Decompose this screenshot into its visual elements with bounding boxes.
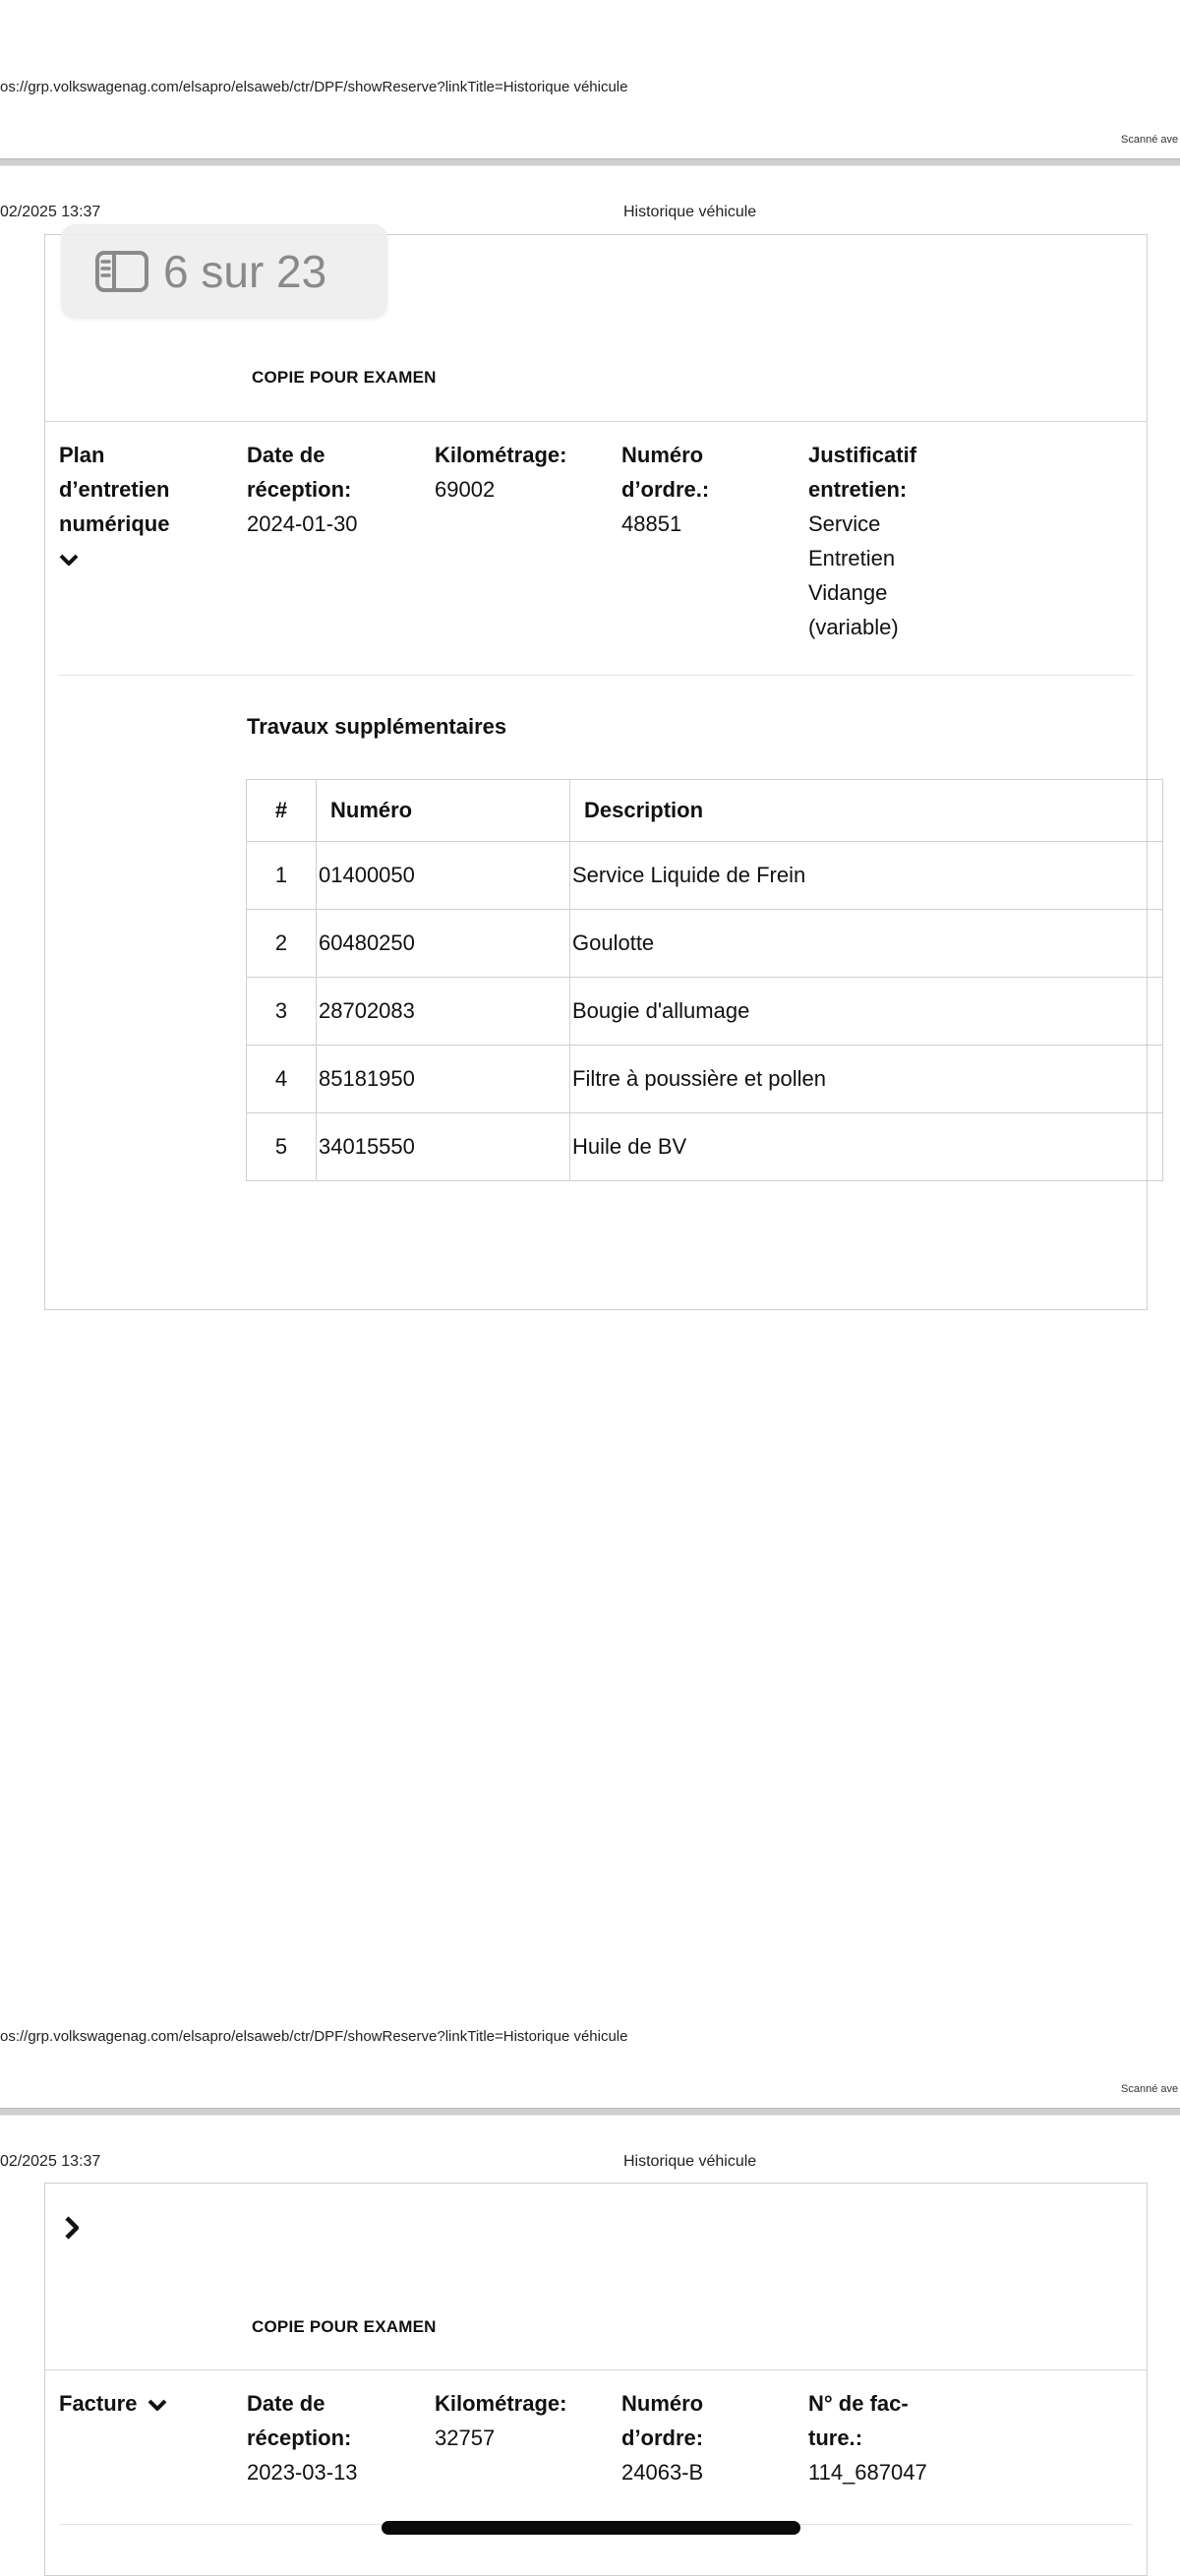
column-header-index: # [247,780,317,842]
order-value: 48851 [621,511,682,536]
entry-panel [44,2183,1148,2576]
order-label: Numéro d’ordre. [621,443,704,502]
row-numero: 85181950 [317,1046,570,1113]
page-separator [0,2108,1180,2116]
page-indicator-text: 6 sur 23 [163,246,327,297]
reception-field: Date de réception: 2024-01-30 [247,443,358,536]
copy-label: COPIE POUR EXAMEN [252,368,437,387]
page-url: os://grp.volkswagenag.com/elsapro/elsaweb/ctr/DPF/showReserve?linkTitle=Historique véhicule [0,2028,628,2045]
extra-works-title: Travaux supplémentaires [247,714,507,739]
order-field: Numéro d’ordre.: 48851 [621,443,710,536]
entry-type[interactable] [59,2386,206,2423]
divider [44,421,1148,422]
mileage-value: 32757 [435,2426,496,2450]
invoice-field: N° de fac- ture.: 114_687047 [808,2391,927,2485]
entry-type[interactable] [59,438,206,577]
reception-field: Date de réception: 2023-03-13 [247,2391,358,2485]
entry-type-label: Facture [59,2391,138,2416]
copy-label: COPIE POUR EXAMEN [252,2317,437,2336]
row-index: 2 [247,910,317,978]
home-indicator[interactable] [382,2521,800,2535]
order-label: Numéro d’ordre [621,2391,704,2450]
row-numero: 28702083 [317,978,570,1046]
chevron-down-icon[interactable] [59,543,206,577]
page-indicator[interactable] [61,224,387,319]
reception-label: Date de réception [247,443,345,502]
order-value: 24063-B [621,2460,704,2485]
reception-value: 2023-03-13 [247,2460,358,2485]
row-numero: 60480250 [317,910,570,978]
reception-value: 2024-01-30 [247,511,358,536]
table-row [247,1046,1163,1113]
page-url: os://grp.volkswagenag.com/elsapro/elsaweb/ctr/DPF/showReserve?linkTitle=Historique véhicule [0,79,628,95]
row-index: 3 [247,978,317,1046]
row-description: Service Liquide de Frein [570,842,1163,910]
table-row [247,910,1163,978]
page-separator [0,158,1180,166]
extra-works-table [246,779,1163,1181]
table-row [247,1113,1163,1181]
table-row [247,978,1163,1046]
row-numero: 34015550 [317,1113,570,1181]
print-datetime: 02/2025 13:37 [0,204,101,220]
divider [59,675,1133,676]
row-description: Filtre à poussière et pollen [570,1046,1163,1113]
column-header-description: Description [570,780,1163,842]
row-description: Bougie d'allumage [570,978,1163,1046]
mileage-label: Kilométrage [435,443,560,467]
invoice-label-line1: N° de fac- [808,2391,909,2416]
row-index: 1 [247,842,317,910]
divider [44,2369,1148,2370]
row-numero: 01400050 [317,842,570,910]
justif-field: Justificatif entretien: Service Entretien Vidange (variable) [808,443,917,639]
mileage-value: 69002 [435,477,496,502]
row-index: 5 [247,1113,317,1181]
table-row [247,842,1163,910]
order-field: Numéro d’ordre: 24063-B [621,2391,704,2485]
mileage-field: Kilométrage: 69002 [435,443,567,502]
reception-label: Date de réception [247,2391,345,2450]
invoice-value: 114_687047 [808,2460,927,2485]
mileage-label: Kilométrage [435,2391,560,2416]
entry-type-label: Plan d’entretien numérique [59,443,170,536]
row-description: Huile de BV [570,1113,1163,1181]
column-header-numero: Numéro [317,780,570,842]
scan-label: Scanné ave [1121,2083,1179,2095]
print-datetime: 02/2025 13:37 [0,2153,101,2170]
mileage-field: Kilométrage: 32757 [435,2391,567,2450]
page-header-title: Historique véhicule [623,2153,757,2170]
table-header-row [247,780,1163,842]
justif-label: Justificatif entretien [808,443,917,502]
chevron-down-icon[interactable] [148,2388,167,2423]
justif-value: Service Entretien Vidange (variable) [808,511,899,639]
row-description: Goulotte [570,910,1163,978]
invoice-label-line2: ture. [808,2426,856,2450]
page-header-title: Historique véhicule [623,204,757,220]
chevron-right-icon[interactable] [63,2215,83,2246]
sidebar-icon [94,250,149,293]
scan-label: Scanné ave [1121,134,1179,146]
row-index: 4 [247,1046,317,1113]
